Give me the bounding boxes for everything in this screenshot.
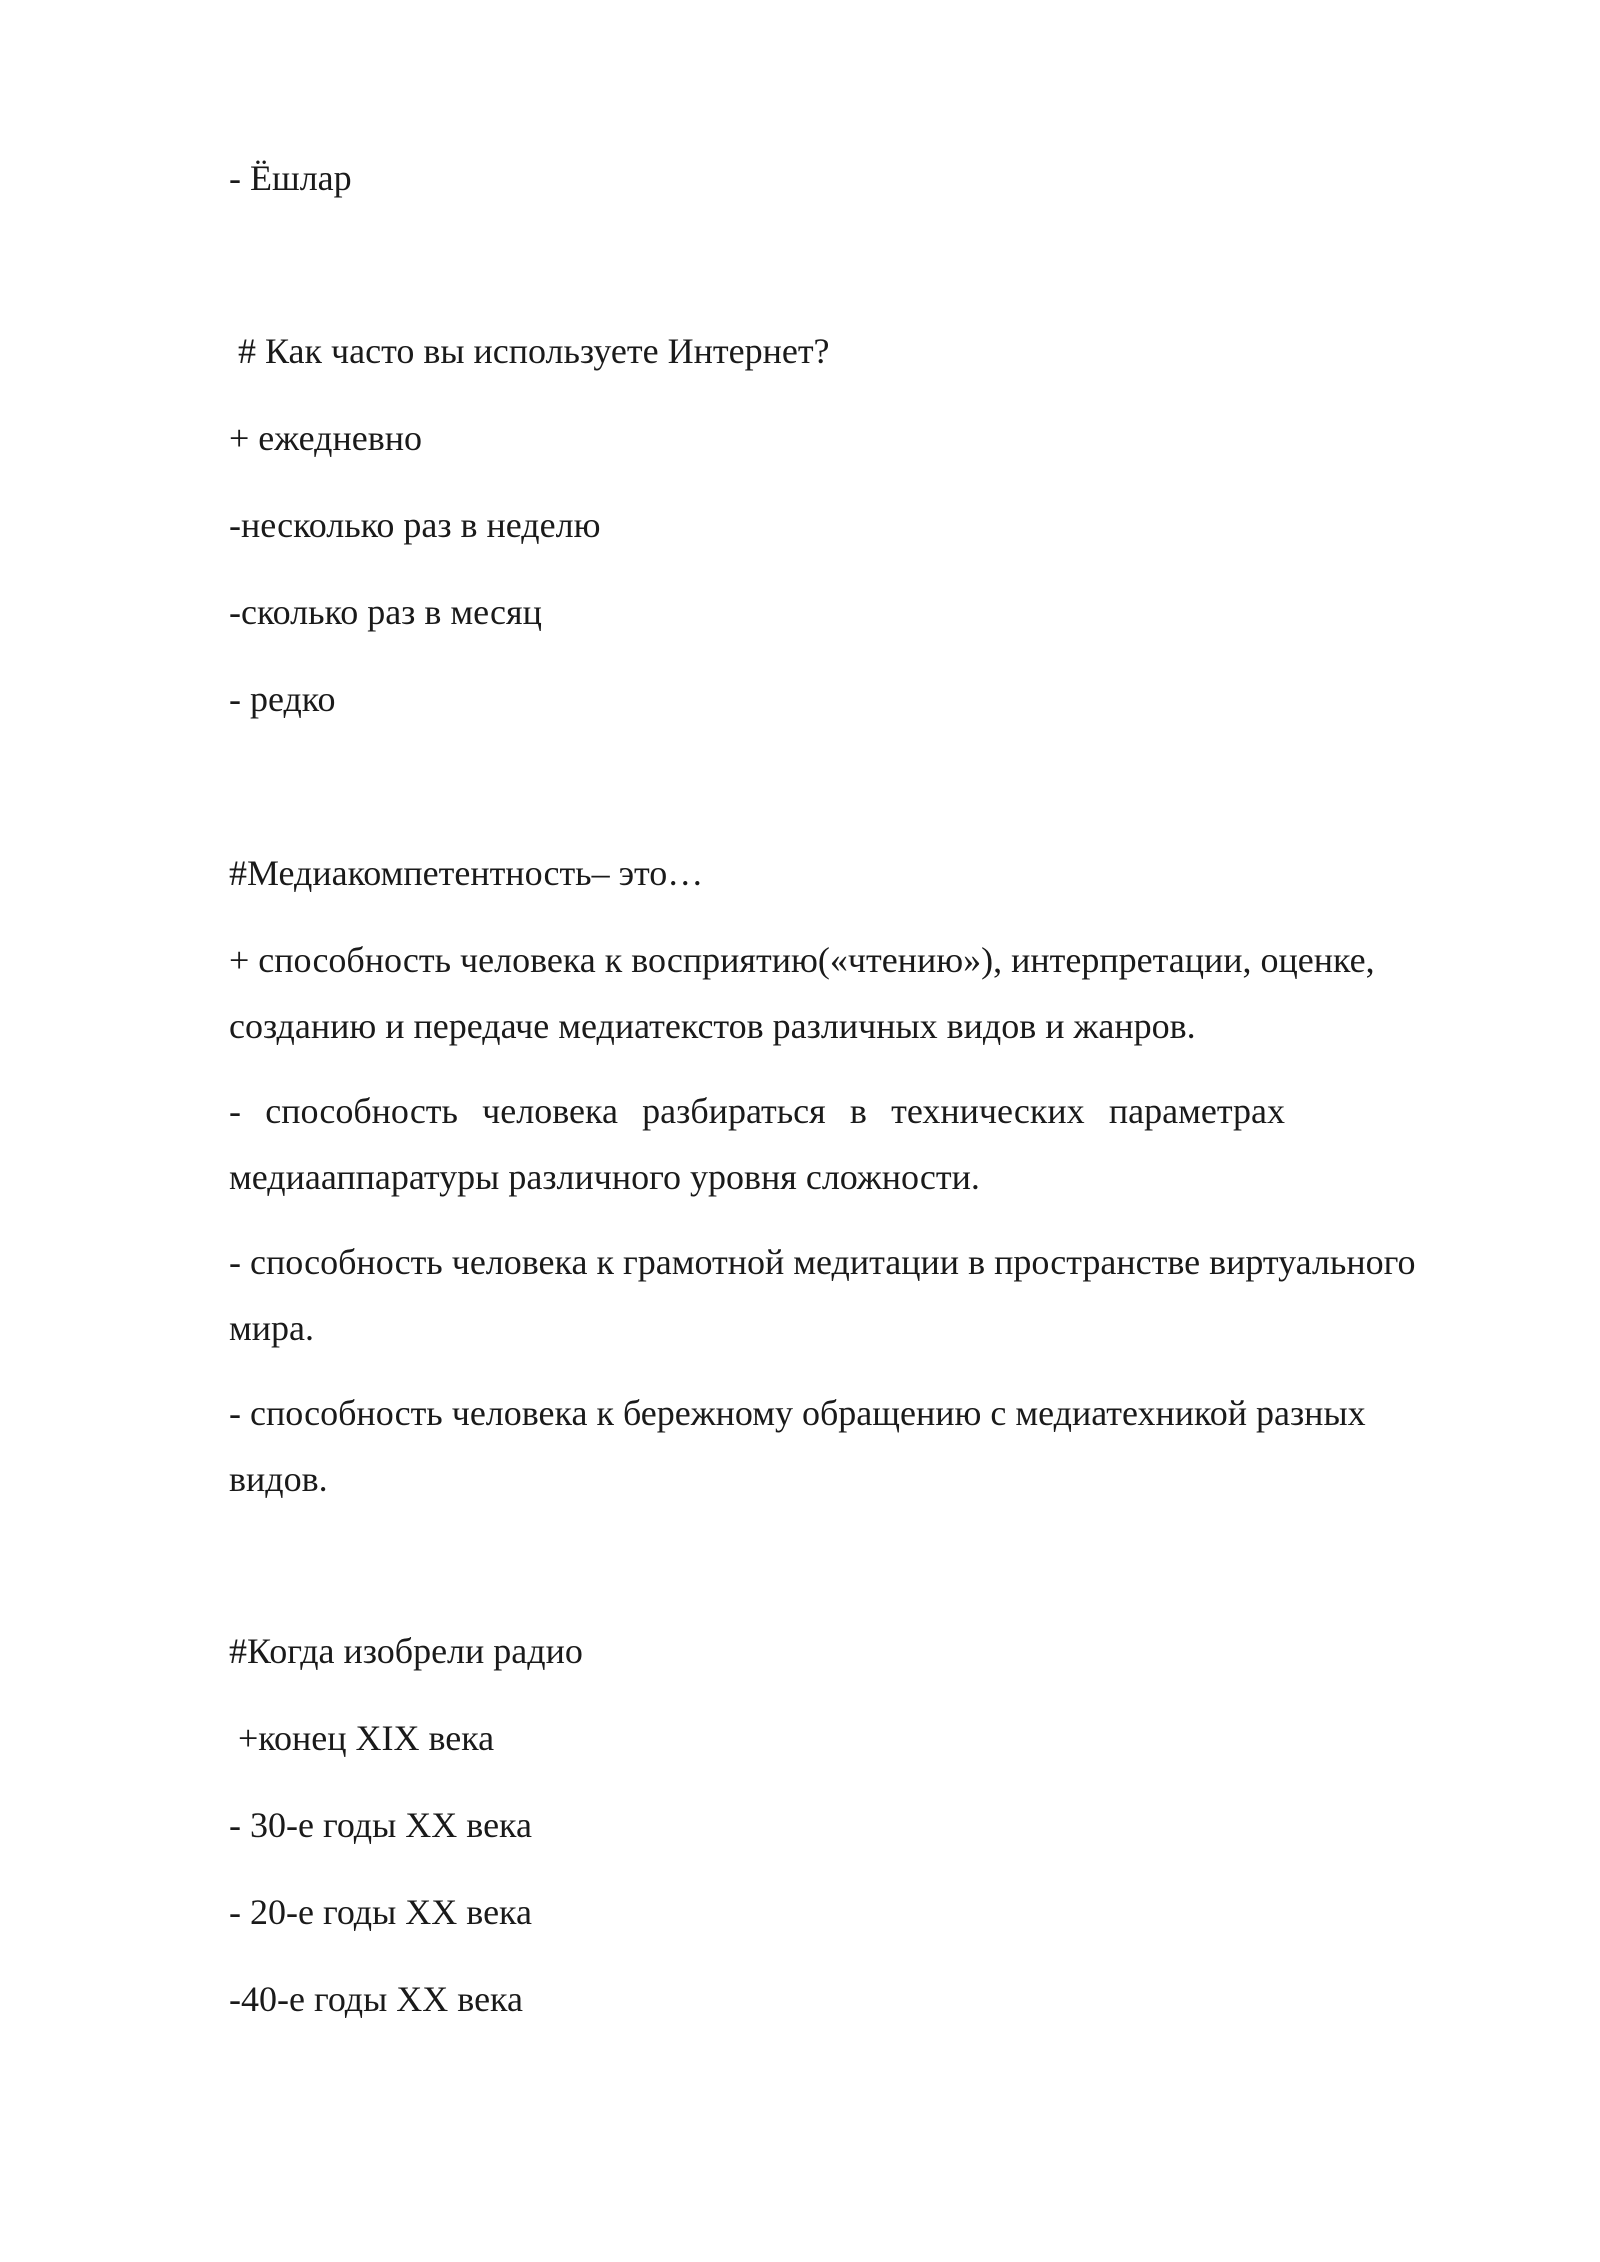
answer-option: - Ёшлар: [229, 158, 352, 198]
answer-option: [229, 1229, 1489, 1361]
answer-option-line: мира.: [229, 1308, 315, 1348]
answer-option: -40-е годы XX века: [229, 1979, 523, 2019]
answer-option-line: - способность человека к грамотной медитации в пространстве виртуального: [229, 1242, 1416, 1282]
answer-option: -несколько раз в неделю: [229, 505, 601, 545]
answer-option-line: - способность человека к бережному обращению с медиатехникой разных: [229, 1393, 1366, 1433]
answer-option: [229, 927, 1489, 1059]
answer-option: -сколько раз в месяц: [229, 592, 542, 632]
answer-option: [229, 1380, 1489, 1512]
answer-option: - 30-е годы XX века: [229, 1805, 532, 1845]
question-text: #Медиакомпетентность– это…: [229, 853, 704, 893]
answer-option-line: видов.: [229, 1459, 328, 1499]
answer-option-line: медиааппаратуры различного уровня сложности.: [229, 1157, 980, 1197]
answer-option: +конец XIX века: [229, 1718, 495, 1758]
answer-option: [229, 1078, 1285, 1210]
answer-option: - редко: [229, 679, 336, 719]
answer-option: - 20-е годы XX века: [229, 1892, 532, 1932]
answer-option-line: + способность человека к восприятию(«чтению»), интерпретации, оценке,: [229, 940, 1375, 980]
answer-option-line: - способность человека разбираться в технических параметрах: [229, 1091, 1285, 1131]
answer-option-line: созданию и передаче медиатекстов различных видов и жанров.: [229, 1006, 1196, 1046]
question-text: # Как часто вы используете Интернет?: [229, 331, 830, 371]
answer-option: + ежедневно: [229, 418, 423, 458]
question-text: #Когда изобрели радио: [229, 1631, 583, 1671]
